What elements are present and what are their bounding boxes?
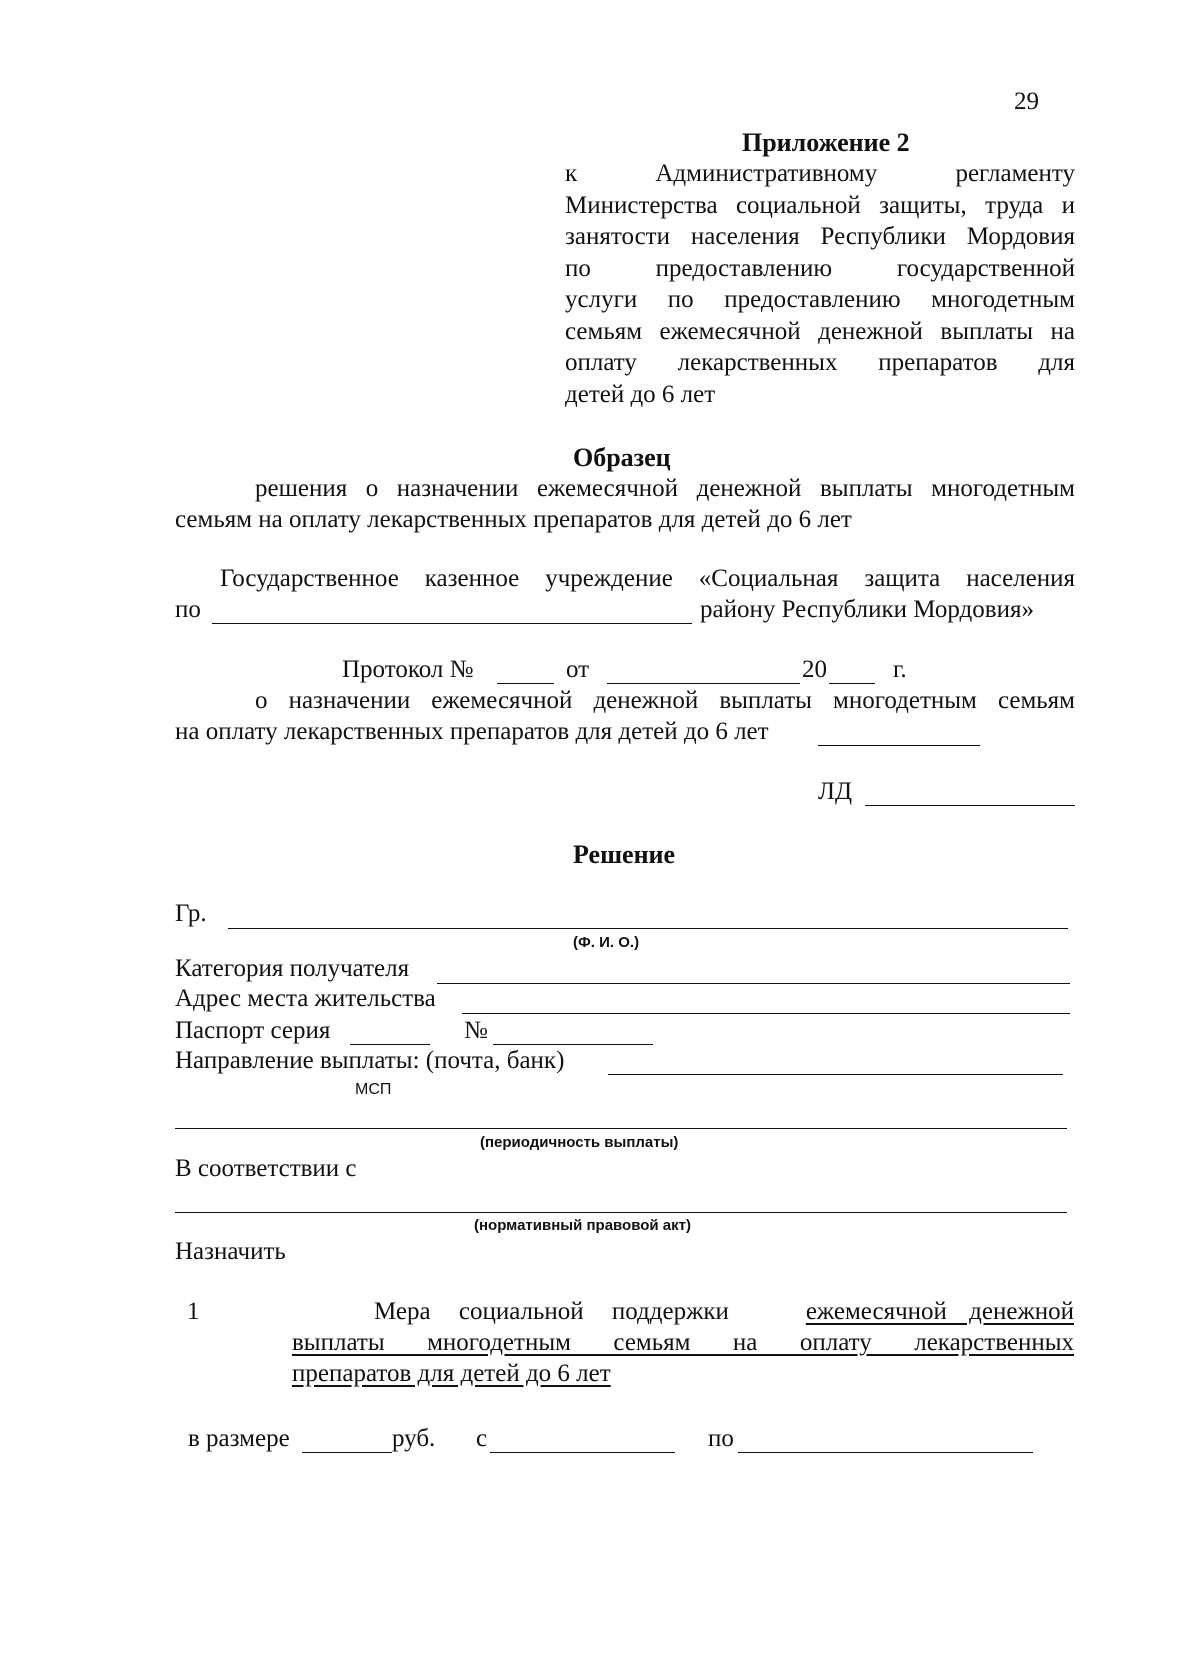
institution-line: Государственное казенное учреждение «Социальная защита населения	[220, 565, 1075, 592]
measure-text: Мера социальной поддержки	[374, 1298, 729, 1325]
appendix-line: Министерства социальной защиты, труда и	[565, 191, 1075, 219]
protocol-extra-field[interactable]	[818, 745, 980, 746]
fio-caption: (Ф. И. О.)	[573, 934, 640, 951]
protocol-year-field[interactable]	[829, 683, 875, 684]
passport-number-field[interactable]	[493, 1044, 653, 1045]
sample-line: семьям на оплату лекарственных препаратов для детей до 6 лет	[175, 506, 852, 533]
institution-prefix: по	[175, 596, 201, 623]
protocol-line: о назначении ежемесячной денежной выплаты многодетным семьям	[255, 687, 1075, 714]
amount-size-label: в размере	[188, 1425, 290, 1452]
act-caption: (нормативный правовой акт)	[474, 1217, 691, 1234]
protocol-line: на оплату лекарственных препаратов для детей до 6 лет	[175, 718, 769, 745]
measure-underlined: препаратов для детей до 6 лет	[292, 1360, 611, 1387]
appendix-line: детей до 6 лет	[565, 380, 716, 408]
institution-suffix: району Республики Мордовия»	[700, 596, 1034, 623]
sample-title: Образец	[573, 443, 671, 472]
category-field[interactable]	[437, 983, 1070, 984]
appendix-line: к Административному регламенту	[565, 160, 1075, 187]
protocol-year-prefix: 20	[802, 656, 827, 683]
appendix-line: по предоставлению государственной	[565, 254, 1075, 282]
assign-label: Назначить	[175, 1238, 286, 1265]
act-field[interactable]	[175, 1212, 1067, 1213]
amount-from-field[interactable]	[490, 1452, 675, 1453]
passport-series-field[interactable]	[350, 1044, 430, 1045]
amount-field[interactable]	[302, 1452, 392, 1453]
amount-from-label: с	[476, 1425, 488, 1452]
protocol-number-field[interactable]	[497, 683, 554, 684]
protocol-year-suffix: г.	[893, 656, 907, 683]
appendix-line: семьям ежемесячной денежной выплаты на	[565, 317, 1075, 345]
appendix-line: услуги по предоставлению многодетным	[565, 286, 1075, 313]
measure-line-1	[374, 1298, 1074, 1326]
accordance-label: В соответствии с	[175, 1155, 357, 1182]
sample-line: решения о назначении ежемесячной денежной выплаты многодетным	[255, 475, 1075, 502]
measure-underlined: ежемесячной денежной	[805, 1298, 1074, 1325]
protocol-from-label: от	[566, 656, 590, 683]
address-field[interactable]	[462, 1013, 1070, 1014]
appendix-line: занятости населения Республики Мордовия	[565, 223, 1075, 250]
protocol-label: Протокол №	[342, 656, 474, 683]
ld-field[interactable]	[865, 805, 1075, 806]
appendix-line: оплату лекарственных препаратов для	[565, 349, 1075, 376]
appendix-title: Приложение 2	[742, 128, 910, 157]
decision-title: Решение	[573, 840, 676, 869]
gr-label: Гр.	[175, 900, 207, 927]
passport-label: Паспорт серия	[175, 1017, 331, 1044]
periodicity-caption: (периодичность выплаты)	[480, 1134, 679, 1151]
address-label: Адрес места жительства	[175, 985, 436, 1012]
payment-direction-label: Направление выплаты: (почта, банк)	[175, 1047, 565, 1074]
fio-field[interactable]	[228, 928, 1068, 929]
payment-direction-field[interactable]	[608, 1074, 1063, 1075]
amount-to-field[interactable]	[738, 1452, 1033, 1453]
measure-underlined: выплаты многодетным семьям на оплату лекарственных	[292, 1329, 1074, 1356]
passport-number-label: №	[464, 1017, 488, 1044]
category-label: Категория получателя	[175, 955, 410, 982]
periodicity-field[interactable]	[175, 1128, 1067, 1129]
district-field[interactable]	[212, 623, 692, 624]
protocol-date-field[interactable]	[607, 683, 800, 684]
ld-label: ЛД	[818, 778, 853, 805]
amount-currency: руб.	[392, 1425, 436, 1452]
measure-number: 1	[187, 1298, 200, 1325]
msp-label: МСП	[355, 1081, 392, 1098]
page-number: 29	[1014, 88, 1039, 115]
appendix-block	[565, 158, 1075, 410]
amount-to-label: по	[708, 1425, 734, 1452]
